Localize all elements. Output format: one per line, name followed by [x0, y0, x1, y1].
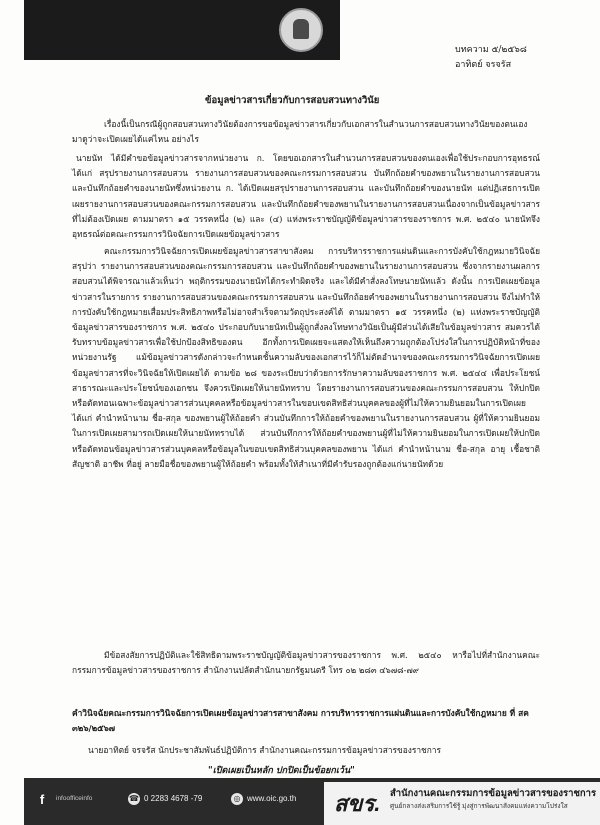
facebook-icon[interactable]: f: [39, 792, 45, 807]
intro-paragraph: เรื่องนี้เป็นกรณีผู้ถูกสอบสวนทางวินัยต้องการขอข้อมูลข่าวสารเกี่ยวกับเอกสารในสำนวนการสอบสวนทางวินัยของตนเอง มาดูว่าจะเปิดเผยได้แค่ไหน อย่างไร: [72, 119, 528, 145]
ruling-reference: คำวินิจฉัยคณะกรรมการวินิจฉัยการเปิดเผยข้อมูลข่าวสารสาขาสังคม การบริหารราชการแผ่นดินและการบังคับใช้กฎหมาย ที่ สค ๓๒๖/๒๕๖๗: [72, 708, 529, 734]
document-title: ข้อมูลข่าวสารเกี่ยวกับการสอบสวนทางวินัย: [205, 95, 380, 106]
signer-line: นายอาทิตย์ จรจรัส นักประชาสัมพันธ์ปฏิบัติการ สำนักงานคณะกรรมการข้อมูลข่าวสารของราชการ: [88, 745, 442, 755]
decision-paragraph: คณะกรรมการวินิจฉัยการเปิดเผยข้อมูลข่าวสารสาขาสังคม การบริหารราชการแผ่นดินและการบังคับใช้กฎหมายวินิจฉัยสรุปว่า รายงานการสอบสวนของคณะกรรมการสอบสวน และบันทึกถ้อยคำของพยานในรายงานการสอบสวน ซึ่งจากรายงานผลการสอบสวนได้พิจารณาแล้วเห็นว่า พฤติกรรมของนายนัทได้กระทำผิดจริง และได้มีคำสั่งลงโทษนายนัทแล้ว ดังนั้น การเปิดเผยข้อมูลข่าวสารในรายการ รายงานการสอบสวนของคณะกรรมการสอบสวน และบันทึกถ้อยคำของพยานในรายงานการสอบสวน จึงไม่ทำให้การบังคับใช้กฎหมายเสื่อมประสิทธิภาพหรือไม่อาจสำเร็จตามวัตถุประสงค์ได้ ตามมาตรา ๑๕ วรรคหนึ่ง (๒) แห่งพระราชบัญญัติข้อมูลข่าวสารของราชการ พ.ศ. ๒๕๔๐ ประกอบกับนายนัทเป็นผู้ถูกสั่งลงโทษทางวินัยเป็นผู้มีส่วนได้เสียในข้อมูลข่าวสาร สมควรได้รับทราบข้อมูลข่าวสารเพื่อใช้ปกป้องสิทธิของตน อีกทั้งการเปิดเผยจะแสดงให้เห็นถึงความถูกต้องโปร่งใสในการปฏิบัติหน้าที่ของหน่วยงานรัฐ แม้ข้อมูลข่าวสารดังกล่าวจะกำหนดชั้นความลับของเอกสารไว้ก็ไม่ตัดอำนาจของคณะกรรมการวินิจฉัยการเปิดเผยข้อมูลข่าวสารที่จะวินิจฉัยให้เปิดเผยได้ ตามข้อ ๒๘ ของระเบียบว่าด้วยการรักษาความลับของราชการ พ.ศ. ๒๕๔๔ เพื่อประโยชน์สาธารณะและประโยชน์ของเอกชน จึงควรเปิดเผยให้นายนัททราบ โดยรายงานการสอบสวนของคณะกรรมการสอบสวน ให้ปกปิดหรือตัดทอนเฉพาะข้อมูลข่าวสารส่วนบุคคลหรือข้อมูลข่าวสารในขอบเขตสิทธิส่วนบุคคลของผู้ที่ไม่ให้ความยินยอมในการเปิดเผย ได้แก่ คำนำหน้านาม ชื่อ-สกุล ของพยานผู้ให้ถ้อยคำ ส่วนบันทึกการให้ถ้อยคำของพยานในรายงานการสอบสวน ผู้ที่ให้ความยินยอมในการเปิดเผยสามารถเปิดเผยให้นายนัททราบได้ ส่วนบันทึกการให้ถ้อยคำของพยานผู้ที่ไม่ให้ความยินยอมในการเปิดเผยให้ปกปิดหรือตัดทอนข้อมูลข่าวสารส่วนบุคคลหรือข้อมูลในขอบเขตสิทธิส่วนบุคคลของพยาน ได้แก่ คำนำหน้านาม ชื่อ-สกุล อายุ เชื้อชาติ สัญชาติ อาชีพ ที่อยู่ ลายมือชื่อของพยานผู้ให้ถ้อยคำ พร้อมทั้งให้สำเนาที่มีคำรับรองถูกต้องแก่นายนัทด้วย: [72, 246, 540, 469]
footer-bar: [24, 778, 600, 825]
slogan: "เปิดเผยเป็นหลัก ปกปิดเป็นข้อยกเว้น": [208, 766, 355, 776]
footer-website[interactable]: www.oic.go.th: [247, 794, 297, 803]
org-logo: สขร.: [334, 791, 381, 816]
footer-phone: 0 2283 4678 -79: [144, 794, 203, 803]
case-paragraph: นายนัท ได้มีคำขอข้อมูลข่าวสารจากหน่วยงาน ก. โดยขอเอกสารในสำนวนการสอบสวนของตนเองเพื่อใช้ประกอบการอุทธรณ์ ได้แก่ สรุปรายงานการสอบสวน รายงานการสอบสวนของคณะกรรมการสอบสวน บันทึกถ้อยคำของพยานในรายงานการสอบสวน และบันทึกถ้อยคำของนายนัทซึ่งหน่วยงาน ก. ได้เปิดเผยสรุปรายงานการสอบสวน และบันทึกถ้อยคำของนายนัท แต่ปฏิเสธการเปิดเผยรายงานการสอบสวนของคณะกรรมการสอบสวน และบันทึกถ้อยคำของพยานในรายงานการสอบสวนเนื่องจากเป็นข้อมูลข่าวสารที่ไม่ต้องเปิดเผย ตามมาตรา ๑๕ วรรคหนึ่ง (๒) และ (๔) แห่งพระราชบัญญัติข้อมูลข่าวสารของราชการ พ.ศ. ๒๕๔๐ นายนัทจึงอุทธรณ์ต่อคณะกรรมการวินิจฉัยการเปิดเผยข้อมูลข่าวสาร: [72, 153, 540, 240]
org-name: สำนักงานคณะกรรมการข้อมูลข่าวสารของราชการ: [390, 788, 597, 799]
contact-paragraph: มีข้อสงสัยการปฏิบัติและใช้สิทธิตามพระราชบัญญัติข้อมูลข่าวสารของราชการ พ.ศ. ๒๕๔๐ หารือไปที่สำนักงานคณะกรรมการข้อมูลข่าวสารของราชการ สำนักงานปลัดสำนักนายกรัฐมนตรี โทร ๐๒ ๒๘๓ ๔๖๗๘-๗๙: [72, 650, 540, 676]
phone-icon: ☎: [129, 794, 139, 803]
document-author: อาทิตย์ จรจรัส: [455, 60, 512, 70]
facebook-label[interactable]: infoofficeinfo: [56, 795, 93, 802]
org-tagline: ศูนย์กลางส่งเสริมการใช้รู้ มุ่งสู่การพัฒนาสังคมแห่งความโปร่งใส: [390, 803, 568, 810]
document-number: บทความ ๕/๒๕๖๘: [455, 45, 527, 55]
header-banner: [24, 0, 340, 60]
globe-icon: ◎: [231, 793, 243, 805]
garuda-emblem-icon: [279, 8, 323, 52]
